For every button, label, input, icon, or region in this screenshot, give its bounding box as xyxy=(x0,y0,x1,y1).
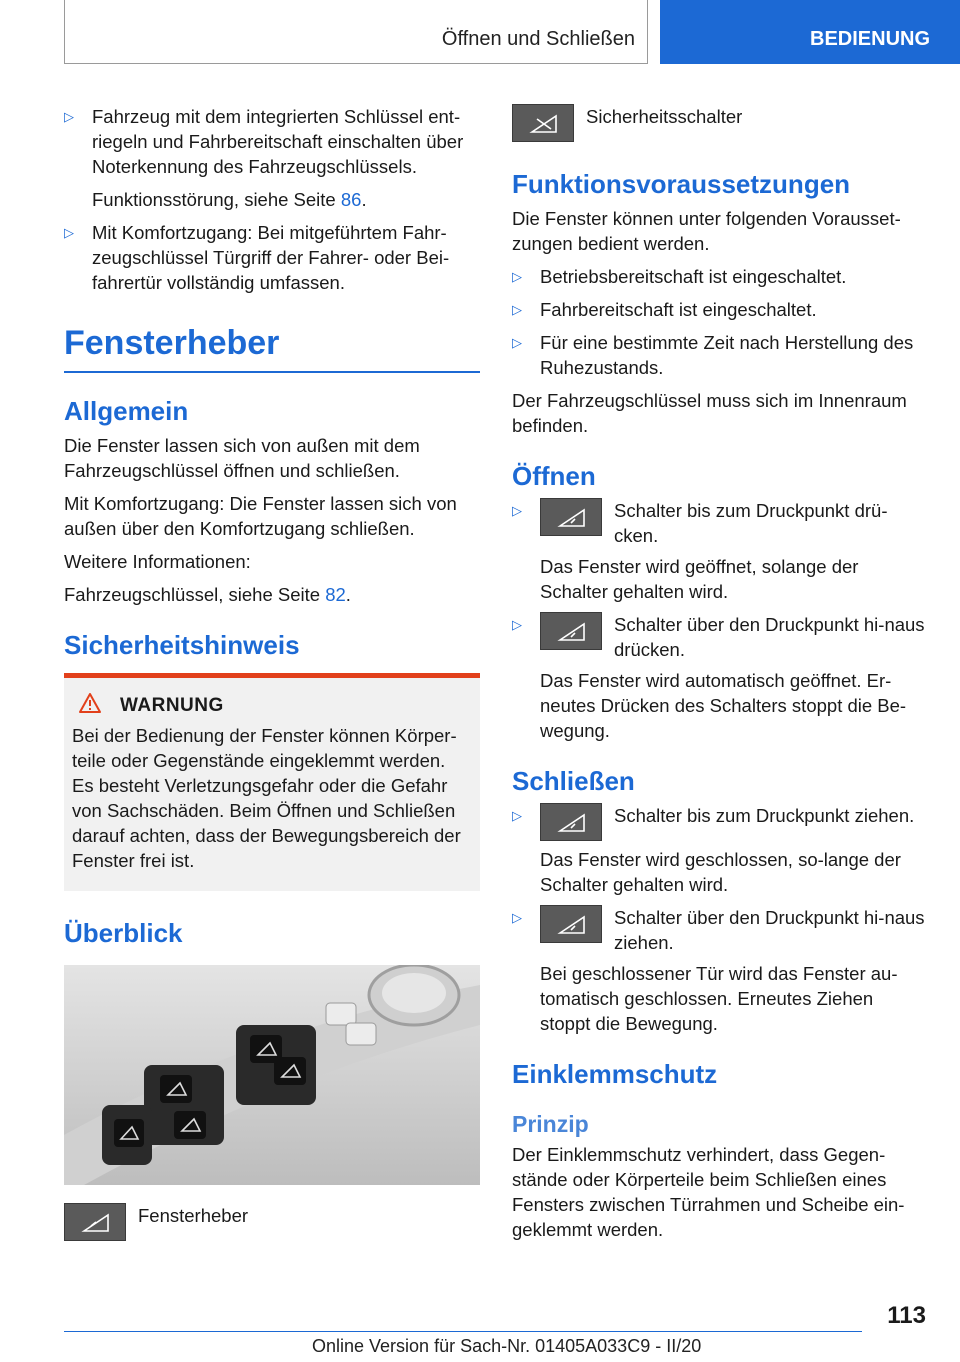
window-switch-icon xyxy=(540,905,602,943)
warning-triangle-icon xyxy=(78,692,102,719)
warning-text: Bei der Bedienung der Fenster können Körper-teile oder Gegenstände eingeklemmt werden. Es besteht Verletzungsgefahr oder die Gefahr von Sachschäden. Beim Öffnen und Schließen darauf achten, dass der Bewegungsbereich der Fenster frei ist. xyxy=(72,725,461,871)
list-item xyxy=(64,104,480,212)
paragraph: Weitere Informationen: xyxy=(64,551,251,572)
footer-text: Online Version für Sach-Nr. 01405A033C9 - II/20 xyxy=(312,1336,702,1356)
paragraph: Der Einklemmschutz verhindert, dass Gegen-stände oder Körperteile beim Schließen eines Fensters zwischen Türrahmen und Scheibe ein-geklemmt werden. xyxy=(512,1144,905,1240)
bullet-text: Mit Komfortzugang: Bei mitgeführtem Fahr-zeugschlüssel Türgriff der Fahrer- oder Bei-fahrertür vollständig umfassen. xyxy=(92,222,450,293)
bullet-subtext: Das Fenster wird geöffnet, solange der Schalter gehalten wird. xyxy=(540,556,859,602)
warning-header xyxy=(78,692,472,719)
bullet-triangle-icon: ▷ xyxy=(512,503,522,518)
header-chapter-tab[interactable] xyxy=(660,0,960,64)
paragraph: Mit Komfortzugang: Die Fenster lassen sich von außen über den Komfortzugang schließen. xyxy=(64,493,457,539)
bullet-triangle-icon: ▷ xyxy=(64,109,74,124)
safety-switch-icon xyxy=(512,104,574,142)
list-item xyxy=(64,220,480,295)
bullet-triangle-icon: ▷ xyxy=(64,225,74,240)
window-switch-photo xyxy=(64,965,480,1185)
safety-switch-row xyxy=(512,104,928,142)
list-item: ▷ Schalter bis zum Druckpunkt drü-cken. Das Fenster wird geöffnet, solange der Schalter gehalten wird. xyxy=(512,498,928,604)
section-heading-oeffnen: Öffnen xyxy=(512,461,596,491)
warning-title: WARNUNG xyxy=(120,694,224,716)
list-item: ▷ Schalter über den Druckpunkt hi-naus ziehen. Bei geschlossener Tür wird das Fenster au-tomatisch geschlossen. Erneutes Ziehen stoppt die Bewegung. xyxy=(512,905,928,1036)
list-item: ▷ Schalter über den Druckpunkt hi-naus drücken. Das Fenster wird automatisch geöffnet. Er-neutes Drücken des Schalters stoppt die Be-wegung. xyxy=(512,612,928,743)
footer-divider xyxy=(64,1331,862,1332)
warning-box xyxy=(64,673,480,891)
section-heading-allgemein: Allgemein xyxy=(64,396,189,426)
bullet-triangle-icon: ▷ xyxy=(512,302,522,317)
window-switch-icon xyxy=(540,803,602,841)
section-heading-funktion: Funktionsvoraussetzungen xyxy=(512,169,851,199)
photo-caption-row xyxy=(64,1203,480,1241)
bullet-triangle-icon: ▷ xyxy=(512,269,522,284)
window-switch-icon xyxy=(64,1203,126,1241)
right-column xyxy=(512,104,928,1250)
bullet-subtext: Funktionsstörung, siehe Seite 86. xyxy=(92,189,367,210)
section-title: Öffnen und Schließen xyxy=(441,28,635,50)
paragraph: Fahrzeugschlüssel, siehe Seite 82. xyxy=(64,584,351,605)
section-heading-sicherheit: Sicherheitshinweis xyxy=(64,630,300,660)
section-heading-ueberblick: Überblick xyxy=(64,918,183,948)
paragraph: Der Fahrzeugschlüssel muss sich im Innenraum befinden. xyxy=(512,390,907,436)
section-heading-einklemm: Einklemmschutz xyxy=(512,1059,718,1089)
bullet-triangle-icon: ▷ xyxy=(512,808,522,823)
list-item: ▷ Betriebsbereitschaft ist eingeschaltet. xyxy=(512,266,847,287)
window-switch-icon xyxy=(540,612,602,650)
page-link[interactable]: 86 xyxy=(340,189,362,210)
list-item: ▷ Schalter bis zum Druckpunkt ziehen. Das Fenster wird geschlossen, so-lange der Schalter gehalten wird. xyxy=(512,803,928,897)
window-switch-icon xyxy=(540,498,602,536)
subsection-heading-prinzip: Prinzip xyxy=(512,1111,589,1137)
bullet-triangle-icon: ▷ xyxy=(512,910,522,925)
chapter-title: BEDIENUNG xyxy=(810,28,931,50)
page-number: 113 xyxy=(887,1302,926,1329)
bullet-triangle-icon: ▷ xyxy=(512,335,522,350)
paragraph: Die Fenster können unter folgenden Vorausset-zungen bedient werden. xyxy=(512,208,901,254)
list-item: ▷ Für eine bestimmte Zeit nach Herstellung des Ruhezustands. xyxy=(512,332,914,378)
paragraph: Die Fenster lassen sich von außen mit dem Fahrzeugschlüssel öffnen und schließen. xyxy=(64,435,420,481)
bullet-triangle-icon: ▷ xyxy=(512,617,522,632)
left-column xyxy=(64,104,480,1247)
section-heading-schliessen: Schließen xyxy=(512,766,635,796)
header-section-box xyxy=(64,0,648,64)
bullet-subtext: Bei geschlossener Tür wird das Fenster au-tomatisch geschlossen. Erneutes Ziehen stoppt die Bewegung. xyxy=(540,963,898,1034)
page-title: Fensterheber xyxy=(64,323,480,373)
bullet-text: Fahrzeug mit dem integrierten Schlüssel ent-riegeln und Fahrbereitschaft einschalten über Noterkennung des Fahrzeugschlüssels. xyxy=(92,106,464,177)
bullet-subtext: Das Fenster wird automatisch geöffnet. Er-neutes Drücken des Schalters stoppt die Be-wegung. xyxy=(540,670,907,741)
safety-switch-label: Sicherheitsschalter xyxy=(586,106,743,127)
page-link[interactable]: 82 xyxy=(325,584,346,605)
photo-caption: Fensterheber xyxy=(138,1205,249,1226)
bullet-subtext: Das Fenster wird geschlossen, so-lange der Schalter gehalten wird. xyxy=(540,849,901,895)
list-item: ▷ Fahrbereitschaft ist eingeschaltet. xyxy=(512,299,817,320)
